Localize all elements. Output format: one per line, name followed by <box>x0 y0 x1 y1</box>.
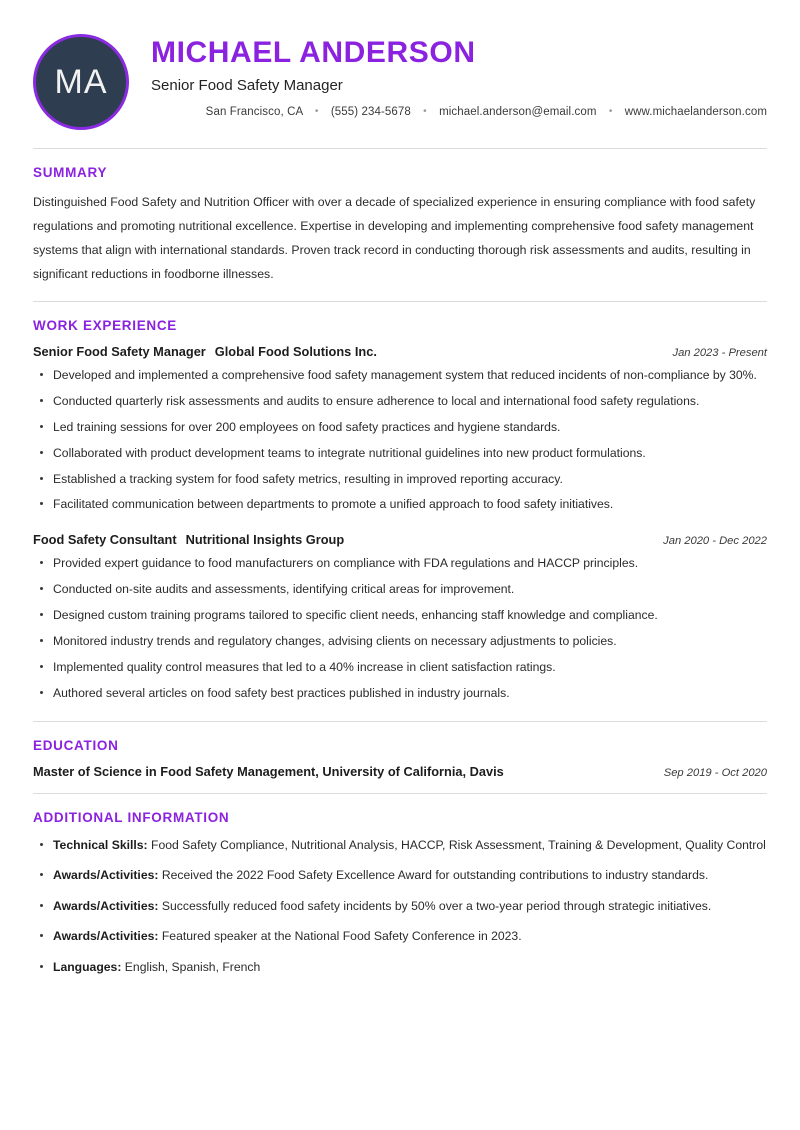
header-details <box>133 30 767 118</box>
additional-info-item <box>33 836 767 856</box>
additional-info-item <box>33 958 767 978</box>
section-summary <box>33 149 767 301</box>
job-bullet-list <box>33 366 767 514</box>
job-entry <box>33 532 767 702</box>
job-title: Food Safety Consultant <box>33 532 177 548</box>
job-company: Nutritional Insights Group <box>185 532 345 548</box>
avatar: MA <box>33 34 129 130</box>
section-work-experience <box>33 302 767 721</box>
additional-info-label: Awards/Activities: <box>53 929 159 944</box>
additional-info-label: Awards/Activities: <box>53 868 159 883</box>
contact-separator-icon: • <box>608 106 613 117</box>
job-bullet: Conducted on-site audits and assessments, identifying critical areas for improvement. <box>33 580 767 599</box>
job-bullet: Facilitated communication between departments to promote a unified approach to food safety initiatives. <box>33 495 767 514</box>
additional-info-label: Languages: <box>53 959 122 974</box>
additional-info-value: Received the 2022 Food Safety Excellence Award for outstanding contributions to industry standards. <box>161 868 709 883</box>
section-education <box>33 722 767 793</box>
job-title-company <box>33 344 377 359</box>
contact-email[interactable]: michael.anderson@email.com <box>439 106 597 118</box>
additional-info-item <box>33 927 767 947</box>
additional-info-label: Awards/Activities: <box>53 898 159 913</box>
resume-header <box>33 30 767 148</box>
section-title-additional-information: ADDITIONAL INFORMATION <box>33 809 230 825</box>
job-bullet: Conducted quarterly risk assessments and audits to ensure adherence to local and international food safety regulations. <box>33 392 767 411</box>
job-bullet: Authored several articles on food safety best practices published in industry journals. <box>33 684 767 703</box>
summary-text: Distinguished Food Safety and Nutrition Officer with over a decade of specialized experience in ensuring compliance with food safety regulations and promoting nutritional excellence. Expertise in developing and implementing comprehensive food safety management systems that align with international standards. Proven track record in conducting thorough risk assessments and audits, resulting in significant reductions in foodborne illnesses. <box>33 195 756 281</box>
section-title-summary: SUMMARY <box>33 165 108 180</box>
job-bullet: Collaborated with product development teams to integrate nutritional guidelines into new product formulations. <box>33 444 767 463</box>
job-dates: Jan 2020 - Dec 2022 <box>663 535 767 548</box>
job-bullet-list <box>33 554 767 702</box>
contact-line <box>151 106 767 118</box>
section-title-education: EDUCATION <box>33 737 119 753</box>
job-bullet: Implemented quality control measures that led to a 40% increase in client satisfaction ratings. <box>33 658 767 677</box>
job-entry <box>33 344 767 514</box>
job-bullet: Provided expert guidance to food manufacturers on compliance with FDA regulations and HACCP principles. <box>33 554 767 573</box>
job-dates: Jan 2023 - Present <box>672 346 767 359</box>
candidate-job-title: Senior Food Safety Manager <box>151 77 343 94</box>
job-title-company <box>33 532 344 547</box>
additional-info-list <box>33 836 767 978</box>
contact-separator-icon: • <box>314 106 319 117</box>
additional-info-item <box>33 866 767 886</box>
job-header <box>33 532 767 547</box>
candidate-name: MICHAEL ANDERSON <box>151 36 476 69</box>
education-entry <box>33 764 767 779</box>
section-title-work-experience: WORK EXPERIENCE <box>33 317 178 333</box>
contact-separator-icon: • <box>423 106 427 117</box>
job-bullet: Established a tracking system for food safety metrics, resulting in improved reporting accuracy. <box>33 470 767 489</box>
additional-info-item <box>33 897 767 917</box>
additional-info-value: Successfully reduced food safety incidents by 50% over a two-year period through strategic initiatives. <box>161 898 712 913</box>
additional-info-value: Featured speaker at the National Food Safety Conference in 2023. <box>161 929 522 944</box>
job-company: Global Food Solutions Inc. <box>214 343 377 359</box>
education-dates: Sep 2019 - Oct 2020 <box>663 766 767 779</box>
additional-info-value: English, Spanish, French <box>124 959 261 974</box>
education-degree: Master of Science in Food Safety Management, University of California, Davis <box>33 763 504 779</box>
contact-website[interactable]: www.michaelanderson.com <box>624 106 767 118</box>
avatar-container <box>33 34 133 134</box>
job-bullet: Developed and implemented a comprehensive food safety management system that reduced incidents of non-compliance by 30%. <box>33 366 767 385</box>
additional-info-value: Food Safety Compliance, Nutritional Analysis, HACCP, Risk Assessment, Training & Development, Quality Control <box>151 837 766 852</box>
job-header <box>33 344 767 359</box>
job-title: Senior Food Safety Manager <box>33 343 206 359</box>
job-bullet: Led training sessions for over 200 employees on food safety practices and hygiene standards. <box>33 418 767 437</box>
contact-phone[interactable]: (555) 234-5678 <box>330 106 411 118</box>
contact-location: San Francisco, CA <box>205 106 303 118</box>
additional-info-label: Technical Skills: <box>53 837 148 852</box>
section-additional-information <box>33 794 767 992</box>
job-bullet: Designed custom training programs tailored to specific client needs, enhancing staff knowledge and compliance. <box>33 606 767 625</box>
job-bullet: Monitored industry trends and regulatory changes, advising clients on necessary adjustments to policies. <box>33 632 767 651</box>
